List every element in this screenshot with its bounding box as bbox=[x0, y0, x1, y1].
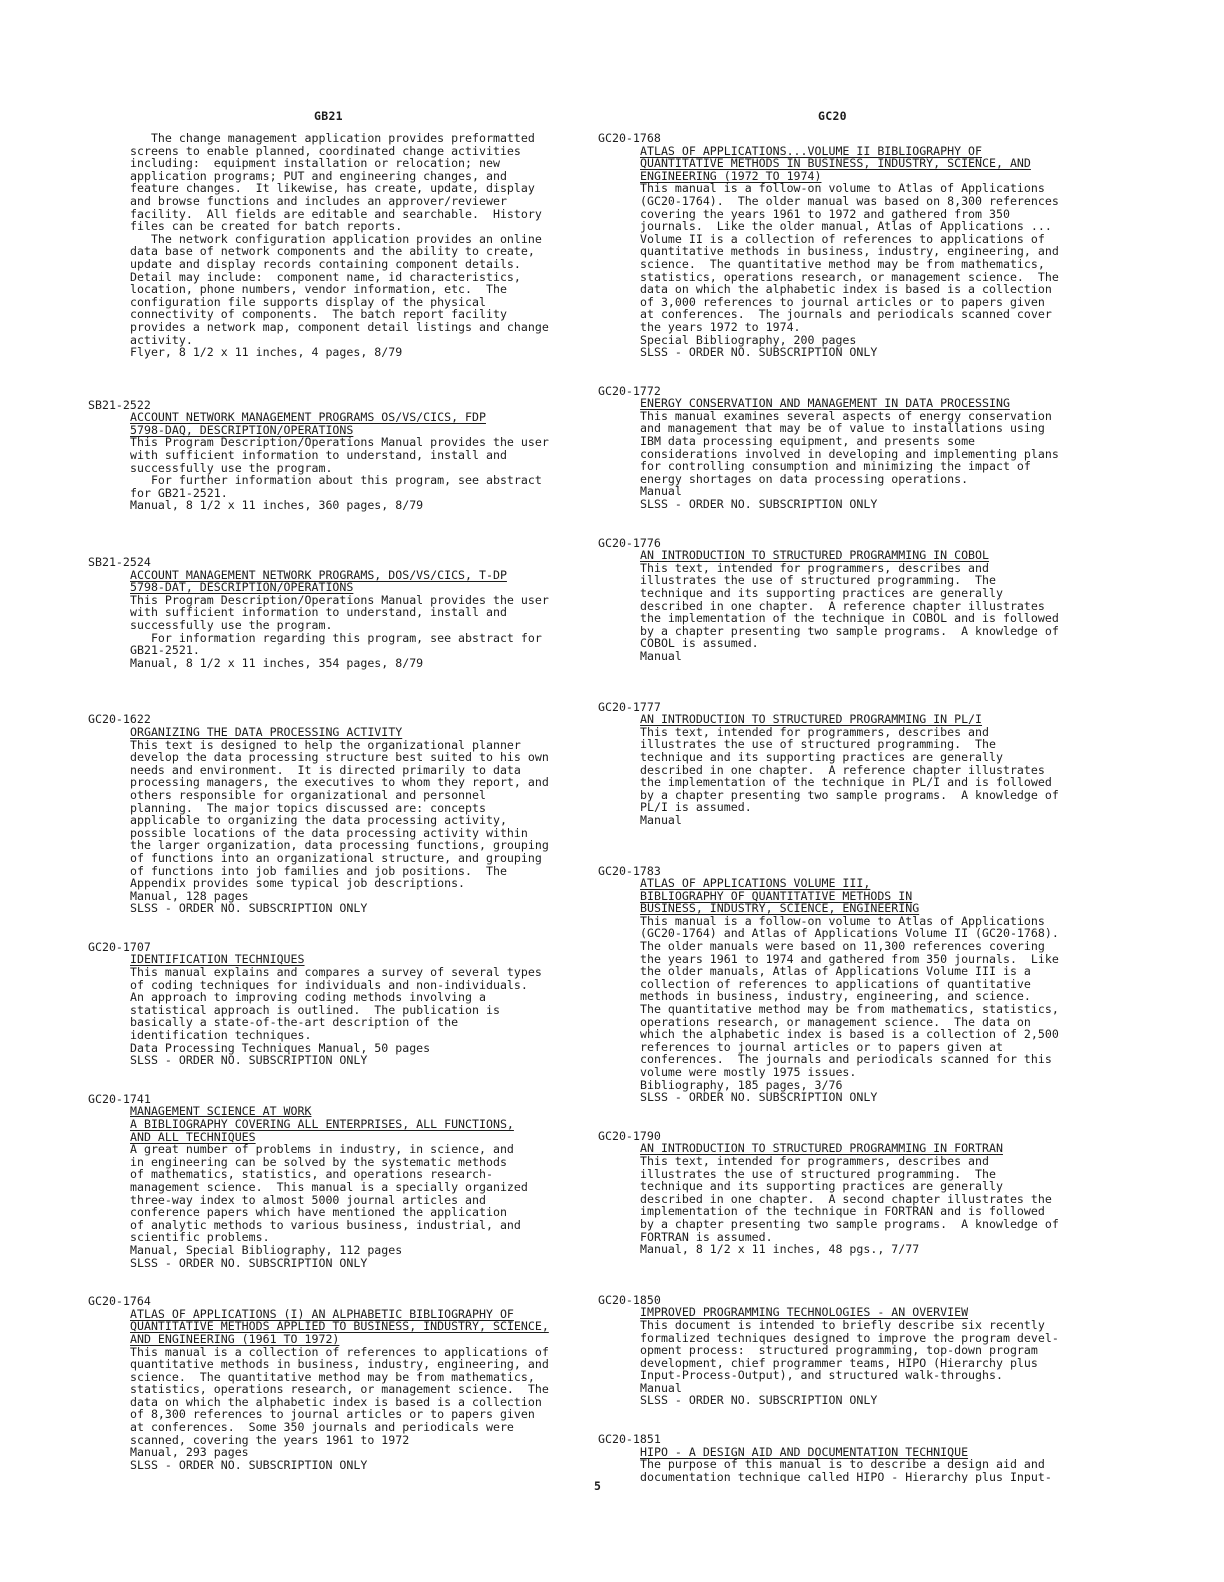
text-line: Manual, 8 1/2 x 11 inches, 360 pages, 8/79 bbox=[130, 498, 424, 513]
text-line: possible locations of the data processing activity within bbox=[130, 825, 528, 840]
text-line: management science. This manual is a specially organized bbox=[130, 1179, 528, 1194]
text-line: illustrates the use of structured programming. The bbox=[640, 573, 996, 588]
text-line: statistical approach is outlined. The publication is bbox=[130, 1002, 500, 1017]
text-line: planning. The major topics discussed are: concepts bbox=[130, 800, 486, 815]
text-line: Input-Process-Output), and structured walk-throughs. bbox=[640, 1368, 1003, 1383]
entry-title: QUANTITATIVE METHODS IN BUSINESS, INDUSTRY, SCIENCE, AND bbox=[640, 156, 1031, 171]
text-line: documentation technique called HIPO - Hierarchy plus Input- bbox=[640, 1469, 1052, 1484]
catalog-entry bbox=[88, 1295, 593, 1471]
text-line: described in one chapter. A second chapter illustrates the bbox=[640, 1191, 1052, 1206]
text-line: statistics, operations research, or management science. The bbox=[130, 1382, 549, 1397]
text-line: location, phone numbers, vendor information, etc. The bbox=[130, 282, 507, 297]
text-line: An approach to improving coding methods involving a bbox=[130, 990, 486, 1005]
text-line: needs and environment. It is directed primarily to data bbox=[130, 762, 521, 777]
text-line: by a chapter presenting two sample programs. A knowledge of bbox=[640, 787, 1059, 802]
text-line: scientific problems. bbox=[130, 1230, 270, 1245]
right-column-header: GC20 bbox=[818, 109, 847, 123]
text-line: SLSS - ORDER NO. SUBSCRIPTION ONLY bbox=[130, 1255, 368, 1270]
entry-title: ENERGY CONSERVATION AND MANAGEMENT IN DATA PROCESSING bbox=[640, 396, 1010, 411]
catalog-entry bbox=[598, 537, 1103, 663]
text-line: covering the years 1961 to 1972 and gathered from 350 bbox=[640, 206, 1010, 221]
text-line: basically a state-of-the-art description of the bbox=[130, 1015, 459, 1030]
text-line: Detail may include: component name, id characteristics, bbox=[130, 269, 521, 284]
order-number: GC20-1790 bbox=[598, 1128, 661, 1143]
text-line: This manual is a collection of references to applications of bbox=[130, 1344, 549, 1359]
catalog-entry bbox=[598, 385, 1103, 511]
entry-title: AND ALL TECHNIQUES bbox=[130, 1129, 256, 1144]
text-line: with sufficient information to understand, install and bbox=[130, 605, 507, 620]
text-line: The quantitative method may be from mathematics, statistics, bbox=[640, 1002, 1059, 1017]
text-line: For further information about this program, see abstract bbox=[130, 473, 542, 488]
text-line: quantitative methods in business, industry, engineering, and bbox=[640, 244, 1059, 259]
text-line: others responsible for organizational and personnel bbox=[130, 787, 486, 802]
text-line: The network configuration application provides an online bbox=[130, 231, 542, 246]
right-column bbox=[598, 132, 1103, 1483]
text-line: This text, intended for programmers, describes and bbox=[640, 724, 990, 739]
text-line: scanned, covering the years 1961 to 1972 bbox=[130, 1432, 410, 1447]
entry-title: 5798-DAQ, DESCRIPTION/OPERATIONS bbox=[130, 422, 354, 437]
text-line: Manual, 8 1/2 x 11 inches, 48 pgs., 7/77 bbox=[640, 1242, 920, 1257]
text-line: The purpose of this manual is to describe a design aid and bbox=[640, 1457, 1045, 1472]
text-line: conferences. The journals and periodicals scanned for this bbox=[640, 1052, 1052, 1067]
text-line: SLSS - ORDER NO. SUBSCRIPTION ONLY bbox=[640, 1090, 878, 1105]
text-line: This manual explains and compares a survey of several types bbox=[130, 965, 542, 980]
text-line: implementation of the technique in FORTRAN and is followed bbox=[640, 1204, 1045, 1219]
entry-title: BIBLIOGRAPHY OF QUANTITATIVE METHODS IN bbox=[640, 888, 913, 903]
text-line: successfully use the program. bbox=[130, 460, 333, 475]
text-line: files can be created for batch reports. bbox=[130, 219, 403, 234]
text-line: SLSS - ORDER NO. SUBSCRIPTION ONLY bbox=[640, 1393, 878, 1408]
entry-title: ORGANIZING THE DATA PROCESSING ACTIVITY bbox=[130, 724, 403, 739]
text-line: This manual examines several aspects of energy conservation bbox=[640, 408, 1052, 423]
text-line: opment process: structured programming, top-down program bbox=[640, 1343, 1038, 1358]
order-number: GC20-1741 bbox=[88, 1091, 151, 1106]
text-line: processing managers, the executives to whom they report, and bbox=[130, 775, 549, 790]
text-line: Manual bbox=[640, 1380, 682, 1395]
order-number: SB21-2522 bbox=[88, 397, 151, 412]
text-line: by a chapter presenting two sample programs. A knowledge of bbox=[640, 1216, 1059, 1231]
text-line: This text, intended for programmers, describes and bbox=[640, 560, 990, 575]
text-line: the older manuals, Atlas of Applications Volume III is a bbox=[640, 964, 1031, 979]
text-line: data on which the alphabetic index is based is a collection bbox=[640, 282, 1052, 297]
text-line: collection of references to applications of quantitative bbox=[640, 976, 1031, 991]
page-number: 5 bbox=[594, 1479, 601, 1493]
text-line: PL/I is assumed. bbox=[640, 800, 752, 815]
order-number: SB21-2524 bbox=[88, 555, 151, 570]
catalog-entry bbox=[598, 865, 1103, 1104]
entry-title: ATLAS OF APPLICATIONS VOLUME III, bbox=[640, 876, 871, 891]
text-line: Manual bbox=[640, 484, 682, 499]
text-line: Manual, 293 pages bbox=[130, 1445, 249, 1460]
catalog-entry bbox=[88, 1093, 593, 1269]
text-line: by a chapter presenting two sample programs. A knowledge of bbox=[640, 623, 1059, 638]
text-line: journals. Like the older manual, Atlas of Applications ... bbox=[640, 219, 1052, 234]
text-line: conference papers which have mentioned the application bbox=[130, 1205, 507, 1220]
order-number: GC20-1772 bbox=[598, 383, 661, 398]
text-line: formalized techniques designed to improve the program devel- bbox=[640, 1330, 1059, 1345]
text-line: three-way index to almost 5000 journal articles and bbox=[130, 1192, 486, 1207]
text-line: the years 1972 to 1974. bbox=[640, 319, 801, 334]
text-line: for GB21-2521. bbox=[130, 485, 228, 500]
catalog-entry bbox=[88, 941, 593, 1067]
entry-title: ACCOUNT NETWORK MANAGEMENT PROGRAMS OS/VS/CICS, FDP bbox=[130, 410, 486, 425]
text-line: and browse functions and includes an approver/reviewer bbox=[130, 193, 507, 208]
order-number: GC20-1851 bbox=[598, 1432, 661, 1447]
entry-title: A BIBLIOGRAPHY COVERING ALL ENTERPRISES, ALL FUNCTIONS, bbox=[130, 1117, 514, 1131]
entry-title: ACCOUNT MANAGEMENT NETWORK PROGRAMS, DOS/VS/CICS, T-DP bbox=[130, 567, 507, 582]
text-line: Manual, 128 pages bbox=[130, 888, 249, 903]
entry-title: BUSINESS, INDUSTRY, SCIENCE, ENGINEERING bbox=[640, 901, 920, 916]
entry-title: QUANTITATIVE METHODS APPLIED TO BUSINESS, INDUSTRY, SCIENCE, bbox=[130, 1319, 549, 1334]
entry-title: HIPO - A DESIGN AID AND DOCUMENTATION TECHNIQUE bbox=[640, 1444, 969, 1459]
text-line: SLSS - ORDER NO. SUBSCRIPTION ONLY bbox=[640, 345, 878, 360]
text-line: applicable to organizing the data processing activity, bbox=[130, 813, 507, 828]
catalog-entry bbox=[88, 556, 593, 669]
text-line: the implementation of the technique in COBOL and is followed bbox=[640, 611, 1059, 626]
text-line: SLSS - ORDER NO. SUBSCRIPTION ONLY bbox=[130, 901, 368, 916]
order-number: GC20-1783 bbox=[598, 863, 661, 878]
text-line: at conferences. Some 350 journals and periodicals were bbox=[130, 1420, 514, 1435]
text-line: This manual is a follow-on volume to Atlas of Applications bbox=[640, 913, 1045, 928]
text-line: Manual, Special Bibliography, 112 pages bbox=[130, 1242, 403, 1257]
text-line: configuration file supports display of the physical bbox=[130, 294, 486, 309]
text-line: Special Bibliography, 200 pages bbox=[640, 332, 857, 347]
text-line: The change management application provides preformatted bbox=[130, 132, 535, 145]
text-line: SLSS - ORDER NO. SUBSCRIPTION ONLY bbox=[640, 497, 878, 512]
text-line: described in one chapter. A reference chapter illustrates bbox=[640, 598, 1045, 613]
text-line: (GC20-1764). The older manual was based on 8,300 references bbox=[640, 193, 1059, 208]
entry-title: MANAGEMENT SCIENCE AT WORK bbox=[130, 1104, 312, 1119]
text-line: quantitative methods in business, industry, engineering, and bbox=[130, 1357, 549, 1372]
text-line: connectivity of components. The batch report facility bbox=[130, 307, 507, 322]
text-line: considerations involved in developing and implementing plans bbox=[640, 446, 1059, 461]
text-line: the larger organization, data processing functions, grouping bbox=[130, 838, 549, 853]
text-line: illustrates the use of structured programming. The bbox=[640, 737, 996, 752]
text-line: For information regarding this program, see abstract for bbox=[130, 630, 542, 645]
text-line: illustrates the use of structured programming. The bbox=[640, 1166, 996, 1181]
order-number: GC20-1776 bbox=[598, 535, 661, 550]
text-line: described in one chapter. A reference chapter illustrates bbox=[640, 762, 1045, 777]
entry-title: IMPROVED PROGRAMMING TECHNOLOGIES - AN OVERVIEW bbox=[640, 1305, 969, 1320]
text-line: Manual, 8 1/2 x 11 inches, 354 pages, 8/79 bbox=[130, 655, 424, 670]
text-line: Volume II is a collection of references to applications of bbox=[640, 231, 1045, 246]
text-line: energy shortages on data processing operations. bbox=[640, 471, 969, 486]
catalog-entry bbox=[598, 1433, 1103, 1483]
text-line: Bibliography, 185 pages, 3/76 bbox=[640, 1077, 843, 1092]
text-line: activity. bbox=[130, 332, 193, 347]
text-line: identification techniques. bbox=[130, 1028, 312, 1043]
text-line: SLSS - ORDER NO. SUBSCRIPTION ONLY bbox=[130, 1053, 368, 1068]
order-number: GC20-1768 bbox=[598, 132, 661, 145]
text-line: development, chief programmer teams, HIPO (Hierarchy plus bbox=[640, 1355, 1038, 1370]
text-line: technique and its supporting practices are generally bbox=[640, 749, 1003, 764]
entry-title: ATLAS OF APPLICATIONS...VOLUME II BIBLIOGRAPHY OF bbox=[640, 143, 983, 158]
text-line: Data Processing Techniques Manual, 50 pages bbox=[130, 1040, 431, 1055]
intro-text bbox=[88, 132, 593, 359]
text-line: feature changes. It likewise, has create, update, display bbox=[130, 181, 535, 196]
catalog-entry bbox=[88, 399, 593, 512]
text-line: volume were mostly 1975 issues. bbox=[640, 1065, 857, 1079]
text-line: The older manuals were based on 11,300 references covering bbox=[640, 939, 1045, 954]
text-line: data base of network components and the ability to create, bbox=[130, 244, 535, 259]
text-line: develop the data processing structure best suited to his own bbox=[130, 750, 549, 765]
text-line: the years 1961 to 1974 and gathered from 350 journals. Like bbox=[640, 951, 1059, 966]
text-line: in engineering can be solved by the systematic methods bbox=[130, 1154, 507, 1169]
text-line: with sufficient information to understand, install and bbox=[130, 448, 507, 463]
entry-title: AN INTRODUCTION TO STRUCTURED PROGRAMMING IN PL/I bbox=[640, 712, 983, 727]
text-line: science. The quantitative method may be from mathematics, bbox=[130, 1369, 535, 1384]
order-number: GC20-1777 bbox=[598, 699, 661, 714]
text-line: data on which the alphabetic index is based is a collection bbox=[130, 1394, 542, 1409]
text-line: update and display records containing component details. bbox=[130, 256, 521, 271]
text-line: of coding techniques for individuals and non-individuals. bbox=[130, 977, 528, 992]
entry-title: IDENTIFICATION TECHNIQUES bbox=[130, 952, 305, 967]
text-line: Appendix provides some typical job descriptions. bbox=[130, 876, 466, 891]
entry-title: ENGINEERING (1972 TO 1974) bbox=[640, 168, 822, 183]
text-line: This manual is a follow-on volume to Atlas of Applications bbox=[640, 181, 1045, 196]
text-line: successfully use the program. bbox=[130, 618, 333, 632]
left-column bbox=[88, 132, 593, 1471]
text-line: methods in business, industry, engineering, and science. bbox=[640, 989, 1031, 1004]
text-line: This text is designed to help the organizational planner bbox=[130, 737, 521, 752]
catalog-entry bbox=[88, 713, 593, 915]
text-line: SLSS - ORDER NO. SUBSCRIPTION ONLY bbox=[130, 1457, 368, 1472]
text-line: IBM data processing equipment, and presents some bbox=[640, 434, 976, 449]
text-line: screens to enable planned, coordinated change activities bbox=[130, 143, 521, 158]
text-line: GB21-2521. bbox=[130, 643, 200, 658]
text-line: science. The quantitative method may be from mathematics, bbox=[640, 256, 1045, 271]
text-line: A great number of problems in industry, in science, and bbox=[130, 1142, 514, 1157]
entry-title: AN INTRODUCTION TO STRUCTURED PROGRAMMING IN FORTRAN bbox=[640, 1141, 1003, 1156]
text-line: This text, intended for programmers, describes and bbox=[640, 1153, 990, 1168]
text-line: operations research, or management science. The data on bbox=[640, 1014, 1031, 1029]
text-line: of functions into job families and job positions. The bbox=[130, 863, 507, 878]
text-line: of analytic methods to various business, industrial, and bbox=[130, 1217, 521, 1232]
text-line: of 3,000 references to journal articles or to papers given bbox=[640, 294, 1045, 309]
text-line: at conferences. The journals and periodicals scanned cover bbox=[640, 307, 1052, 322]
text-line: This Program Description/Operations Manual provides the user bbox=[130, 435, 549, 450]
catalog-entry bbox=[598, 701, 1103, 827]
text-line: Manual bbox=[640, 812, 682, 827]
text-line: for controlling consumption and minimizing the impact of bbox=[640, 459, 1031, 474]
order-number: GC20-1707 bbox=[88, 939, 151, 954]
text-line: technique and its supporting practices are generally bbox=[640, 1179, 1003, 1194]
text-line: This document is intended to briefly describe six recently bbox=[640, 1317, 1045, 1332]
text-line: and management that may be of value to installations using bbox=[640, 421, 1045, 436]
text-line: of mathematics, statistics, and operations research- bbox=[130, 1167, 493, 1182]
text-line: references to journal articles or to papers given at bbox=[640, 1039, 1003, 1054]
entry-title: 5798-DAT, DESCRIPTION/OPERATIONS bbox=[130, 580, 354, 595]
entry-title: AN INTRODUCTION TO STRUCTURED PROGRAMMING IN COBOL bbox=[640, 548, 990, 563]
order-number: GC20-1622 bbox=[88, 712, 151, 727]
entry-title: AND ENGINEERING (1961 TO 1972) bbox=[130, 1331, 340, 1346]
text-line: COBOL is assumed. bbox=[640, 636, 759, 651]
text-line: facility. All fields are editable and searchable. History bbox=[130, 206, 542, 221]
text-line: (GC20-1764) and Atlas of Applications Volume II (GC20-1768). bbox=[640, 926, 1059, 941]
order-number: GC20-1764 bbox=[88, 1294, 151, 1309]
text-line: application programs; PUT and engineering changes, and bbox=[130, 168, 507, 183]
left-column-header: GB21 bbox=[314, 109, 343, 123]
text-line: This Program Description/Operations Manual provides the user bbox=[130, 592, 549, 607]
entry-title: ATLAS OF APPLICATIONS (I) AN ALPHABETIC BIBLIOGRAPHY OF bbox=[130, 1306, 514, 1321]
text-line: FORTRAN is assumed. bbox=[640, 1229, 773, 1244]
text-line: of functions into an organizational structure, and grouping bbox=[130, 850, 542, 865]
text-line: Manual bbox=[640, 648, 682, 663]
text-line: the implementation of the technique in PL/I and is followed bbox=[640, 775, 1052, 790]
text-line: technique and its supporting practices are generally bbox=[640, 586, 1003, 600]
text-line: of 8,300 references to journal articles or to papers given bbox=[130, 1407, 535, 1422]
order-number: GC20-1850 bbox=[598, 1292, 661, 1307]
text-line: provides a network map, component detail listings and change bbox=[130, 319, 549, 334]
catalog-entry bbox=[598, 1130, 1103, 1256]
text-line: including: equipment installation or relocation; new bbox=[130, 156, 500, 171]
text-line: statistics, operations research, or management science. The bbox=[640, 269, 1059, 284]
text-line: Flyer, 8 1/2 x 11 inches, 4 pages, 8/79 bbox=[130, 345, 403, 360]
catalog-entry bbox=[598, 1294, 1103, 1407]
text-line: which the alphabetic index is based is a collection of 2,500 bbox=[640, 1027, 1059, 1042]
catalog-entry bbox=[598, 132, 1103, 359]
